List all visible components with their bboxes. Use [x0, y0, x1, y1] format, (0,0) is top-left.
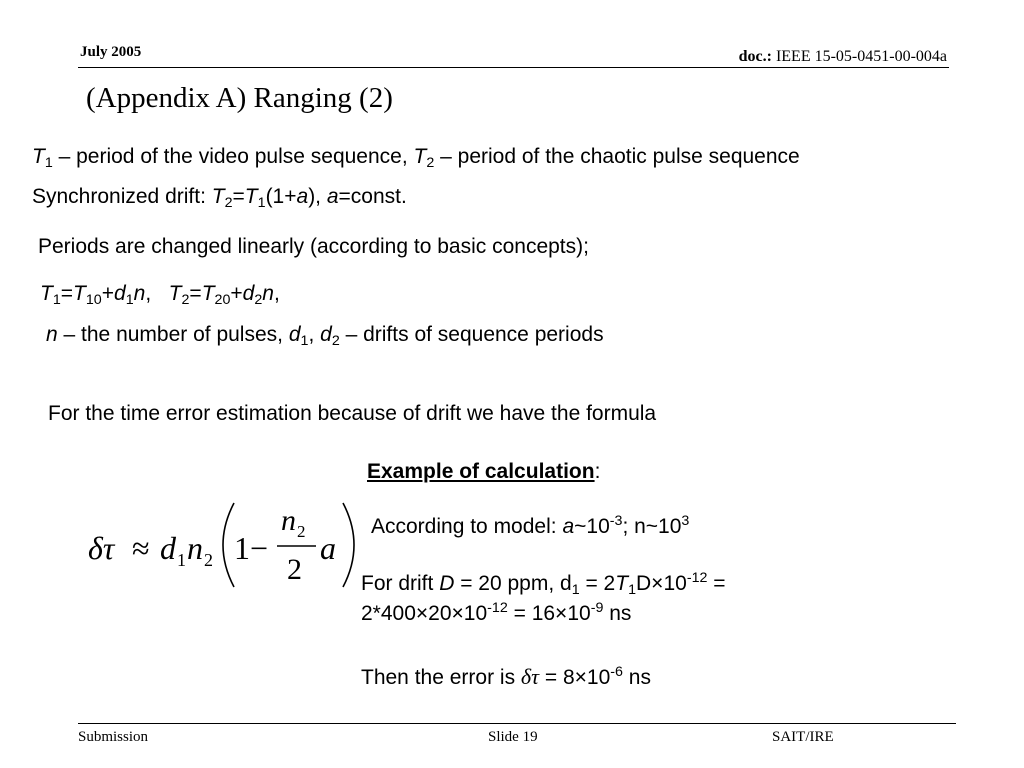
formula-d-sub: 1: [177, 550, 186, 570]
line-sync-drift: [32, 185, 407, 209]
formula-frac-den: 2: [287, 553, 302, 586]
sync-paren-open: (1+: [265, 185, 297, 208]
t2-text: – period of the chaotic pulse sequence: [434, 145, 800, 168]
sync-paren-close: ),: [308, 185, 327, 208]
t1-text: – period of the video pulse sequence,: [52, 145, 414, 168]
formula-delta-tau: δτ: [88, 530, 115, 566]
drift-prefix: For drift: [361, 572, 440, 595]
example-colon: :: [594, 460, 601, 483]
result-symbol: δτ: [520, 664, 540, 689]
sync-t2-sub: 2: [224, 194, 233, 211]
sync-a2: a: [326, 185, 339, 208]
line-periods: [32, 145, 800, 169]
footer-org: SAIT/IRE: [772, 729, 834, 745]
eq-comma2: ,: [273, 282, 280, 305]
sync-prefix: Synchronized drift:: [32, 185, 212, 208]
footer-rule: [78, 723, 956, 724]
t1-sub: 1: [44, 154, 53, 171]
eq-t2: T: [168, 282, 182, 305]
def-n: n: [46, 323, 58, 346]
def-d2: d: [320, 323, 332, 346]
def-d2-sub: 2: [331, 332, 340, 349]
header-date: July 2005: [80, 44, 142, 60]
eq-t1-sub: 1: [52, 291, 61, 308]
drift-exp1: -12: [686, 570, 708, 587]
drift2-start: 2*400×20×10: [361, 602, 488, 625]
formula-n-sub: 2: [204, 550, 213, 570]
drift-error-formula: [84, 495, 359, 595]
drift-end: =: [707, 572, 726, 595]
slide-title: (Appendix A) Ranging (2): [86, 82, 393, 114]
sync-t1: T: [244, 185, 258, 208]
eq-t20-sub: 20: [214, 291, 231, 308]
eq-t20: T: [201, 282, 215, 305]
eq-n2: n: [262, 282, 274, 305]
eq-t10: T: [73, 282, 86, 305]
result-prefix: Then the error is: [361, 666, 521, 689]
sync-t1-sub: 1: [257, 194, 266, 211]
line-drift-1: [361, 572, 726, 596]
drift2-mid: = 16×10: [507, 602, 591, 625]
drift2-exp2: -12: [487, 600, 508, 617]
def-text1: – the number of pulses,: [57, 323, 289, 346]
formula-one-minus: 1−: [234, 530, 269, 566]
line-result: [361, 664, 651, 690]
def-d1: d: [288, 323, 301, 346]
formula-left-paren: [223, 503, 234, 587]
drift2-end: ns: [603, 602, 632, 625]
t2-sub: 2: [426, 154, 435, 171]
eq-d1-sub: 1: [125, 291, 134, 308]
sync-a: a: [296, 185, 309, 208]
model-prefix: According to model:: [371, 515, 563, 538]
eq-eq1: =: [60, 282, 74, 305]
model-mid: ; n~10: [622, 515, 682, 538]
line-time-error: For the time error estimation because of drift we have the formula: [48, 402, 657, 425]
line-linear: Periods are changed linearly (according to basic concepts);: [38, 235, 589, 258]
drift-eq: = 2: [579, 572, 616, 595]
eq-eq2: =: [189, 282, 202, 305]
sync-t2: T: [211, 185, 225, 208]
drift-D: D: [439, 572, 455, 595]
line-drift-2: [361, 602, 631, 626]
model-val1: ~10: [574, 515, 610, 538]
line-equations: [40, 282, 280, 306]
doc-label: doc.:: [738, 48, 772, 65]
drift-after: D×10: [636, 572, 687, 595]
model-exp1: -3: [609, 513, 623, 530]
eq-plus2: +: [230, 282, 243, 305]
formula-a: a: [320, 530, 336, 566]
eq-t10-sub: 10: [85, 291, 102, 308]
def-sep: ,: [308, 323, 321, 346]
sync-const: =const.: [338, 185, 407, 208]
eq-t2-sub: 2: [181, 291, 190, 308]
formula-approx: ≈: [132, 530, 150, 566]
eq-comma1: ,: [145, 282, 169, 305]
footer-submission: Submission: [78, 729, 149, 745]
def-text2: – drifts of sequence periods: [339, 323, 604, 346]
t2-symbol: T: [413, 145, 427, 168]
sync-eq: =: [232, 185, 245, 208]
drift-T: T: [615, 572, 629, 595]
formula-right-paren: [343, 503, 354, 587]
line-definitions: [46, 323, 604, 347]
example-title: Example of calculation: [367, 460, 595, 483]
formula-d: d: [160, 530, 176, 566]
formula-frac-num: n: [281, 504, 296, 537]
header-doc-id: [739, 48, 947, 66]
eq-d2: d: [242, 282, 255, 305]
result-mid: = 8×10: [539, 666, 611, 689]
line-model: [371, 515, 689, 539]
drift-T-sub: 1: [628, 581, 637, 598]
model-exp2: 3: [681, 513, 690, 530]
formula-n: n: [187, 530, 203, 566]
header-rule: [78, 67, 949, 68]
eq-n1: n: [133, 282, 146, 305]
doc-id: IEEE 15-05-0451-00-004a: [775, 48, 947, 65]
def-d1-sub: 1: [300, 332, 309, 349]
drift-d-sub: 1: [571, 581, 580, 598]
formula-frac-num-sub: 2: [297, 522, 306, 541]
t1-symbol: T: [32, 145, 45, 168]
eq-plus1: +: [101, 282, 114, 305]
eq-d1: d: [114, 282, 126, 305]
eq-d2-sub: 2: [254, 291, 263, 308]
drift2-exp3: -9: [590, 600, 604, 617]
footer-slide-number: Slide 19: [488, 729, 538, 745]
drift-mid: = 20 ppm, d: [454, 572, 572, 595]
eq-t1: T: [40, 282, 53, 305]
result-exp: -6: [610, 664, 623, 681]
example-heading: [367, 460, 600, 484]
model-a: a: [562, 515, 575, 538]
result-end: ns: [622, 666, 651, 689]
